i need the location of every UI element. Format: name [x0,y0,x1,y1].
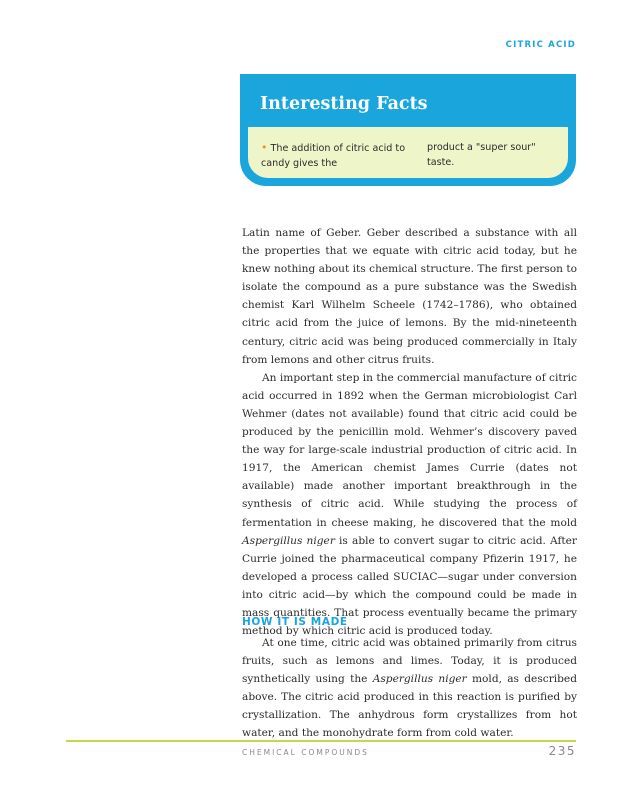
fact-text-part2: product a "super sour" taste. [427,142,536,168]
paragraph-2-text-b: is able to convert sugar to citric acid. After Currie joined the pharmaceutical company Pfizerin 1917, he developed a process called SUCIAC—sugar under conversion into citric acid—by which the compound could be made in mass quantities. That process eventually became the primary method by which citric acid is produced today. [242,534,577,638]
footer-rule [66,740,576,742]
paragraph-2 [242,369,577,640]
section-text-b: mold, as described above. The citric acid produced in this reaction is purified by crystallization. The anhydrous form crystallizes from hot water, and the monohydrate form from cold water. [242,673,577,739]
section-text [242,634,577,742]
fact-text-part1: The addition of citric acid to candy gives the [261,143,406,169]
species-name: Aspergillus niger [242,534,335,547]
facts-content [248,127,568,178]
fact-column-right [427,140,562,170]
section-text-a: At one time, citric acid was obtained primarily from citrus fruits, such as lemons and limes. Today, it is produced synthetically using the [242,637,577,685]
interesting-facts-box [240,74,576,186]
running-head: CITRIC ACID [505,40,576,50]
bullet-icon: • [261,141,268,154]
section-paragraph [242,634,577,742]
section-species-name: Aspergillus niger [372,673,467,685]
body-text [242,224,577,640]
fact-column-left [261,140,421,171]
page-number: 235 [548,744,576,758]
paragraph-2-text-a: An important step in the commercial manufacture of citric acid occurred in 1892 when the German microbiologist Carl Wehmer (dates not available) found that citric acid could be produced by the penicillin mold. Wehmer’s discovery paved the way for large-scale industrial production of citric acid. In 1917, the American chemist James Currie (dates not available) made another important breakthrough in the synthesis of citric acid. While studying the process of fermentation in cheese making, he discovered that the mold [242,371,577,529]
section-heading: HOW IT IS MADE [242,616,348,628]
facts-title: Interesting Facts [260,94,428,114]
footer-book-title: CHEMICAL COMPOUNDS [242,748,369,757]
paragraph-1: Latin name of Geber. Geber described a substance with all the properties that we equate with citric acid today, but he knew nothing about its chemical structure. The first person to isolate the compound as a pure substance was the Swedish chemist Karl Wilhelm Scheele (1742–1786), who obtained citric acid from the juice of lemons. By the mid-nineteenth century, citric acid was being produced commercially in Italy from lemons and other citrus fruits. [242,227,577,366]
